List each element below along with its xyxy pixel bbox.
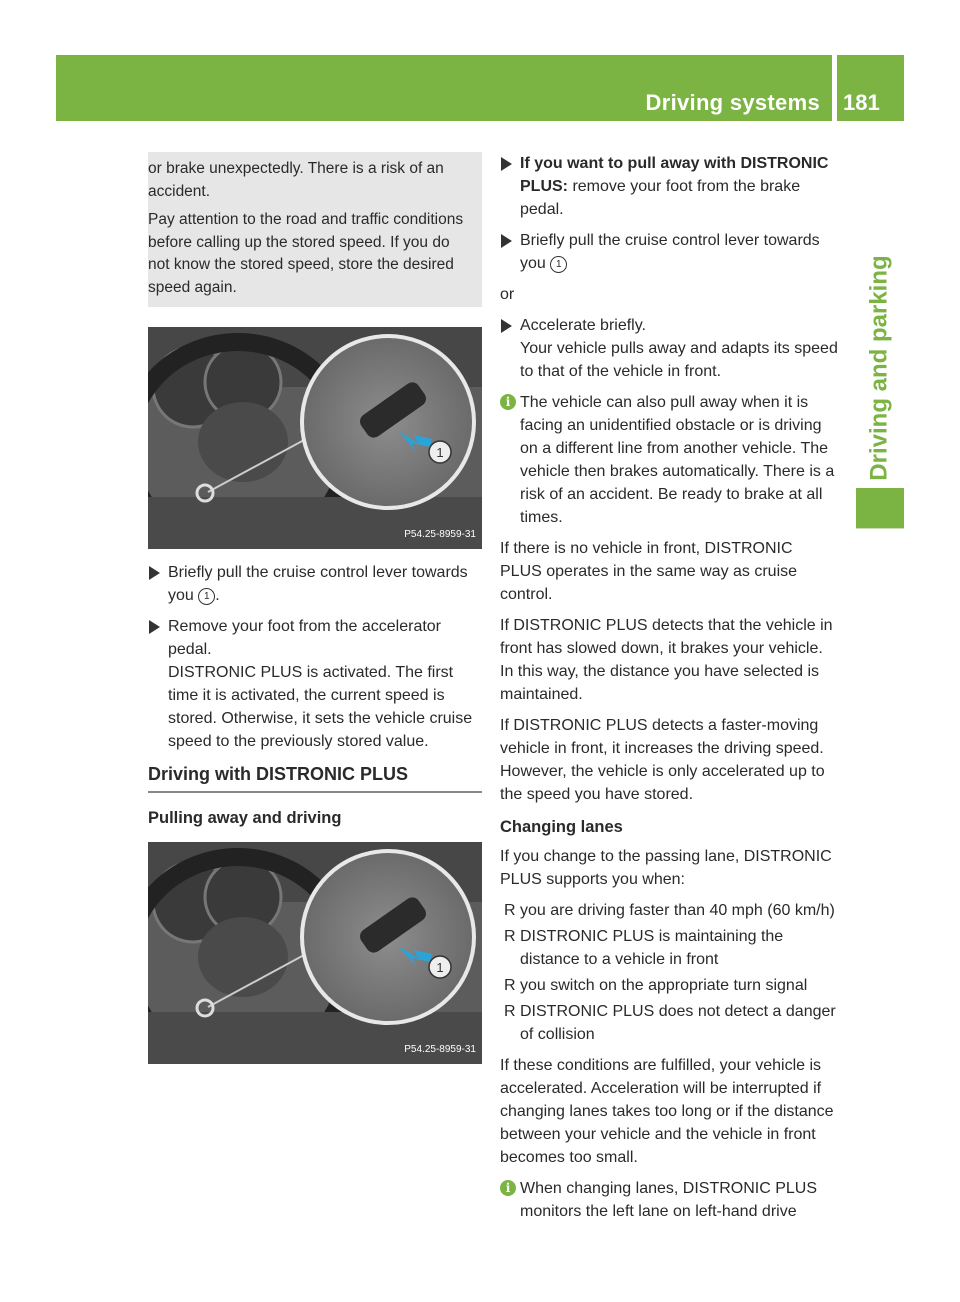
step-arrow-icon xyxy=(501,319,512,333)
info-note-2-text: When changing lanes, DISTRONIC PLUS monitors the left lane on left-hand drive xyxy=(520,1180,818,1220)
list-item-text: you switch on the appropriate turn signal xyxy=(520,977,808,994)
paragraph-2: If DISTRONIC PLUS detects that the vehicle in front has slowed down, it brakes your vehicle. In this way, the distance you have selected is maintained. xyxy=(500,617,833,703)
step-arrow-icon xyxy=(501,234,512,248)
paragraph-1: If there is no vehicle in front, DISTRONIC PLUS operates in the same way as cruise control. xyxy=(500,540,798,603)
warning-text-1: or brake unexpectedly. There is a risk of an accident. xyxy=(148,160,444,200)
callout-1-icon: 1 xyxy=(198,588,215,605)
step-remove-foot-text: Remove your foot from the accelerator pedal. xyxy=(168,618,442,658)
page-header xyxy=(56,55,904,121)
info-note-1 xyxy=(500,391,838,529)
section-title: Driving systems xyxy=(645,90,820,115)
paragraph-3: If DISTRONIC PLUS detects a faster-moving vehicle in front, it increases the driving speed. However, the vehicle is only accelerated up to the speed you have stored. xyxy=(500,717,825,803)
step-pull-lever-right xyxy=(500,229,838,275)
step-pull-away-text: remove your foot from the brake pedal. xyxy=(520,178,801,218)
bullet-mark: R xyxy=(504,902,516,919)
side-tab-rule xyxy=(856,528,904,529)
step-accelerate-result: Your vehicle pulls away and adapts its speed to that of the vehicle in front. xyxy=(520,340,838,380)
callout-1-icon: 1 xyxy=(550,256,567,273)
cockpit-illustration-2 xyxy=(148,842,482,1064)
side-tab-block xyxy=(856,488,904,528)
step-remove-foot-result: DISTRONIC PLUS is activated. The first time it is activated, the current speed is stored. Otherwise, it sets the vehicle cruise speed to the previously stored value. xyxy=(168,664,473,750)
cockpit-photo-1 xyxy=(148,327,482,549)
step-accelerate-text: Accelerate briefly. xyxy=(520,317,646,334)
info-note-2 xyxy=(500,1177,838,1223)
info-note-1-text: The vehicle can also pull away when it is facing an unidentified obstacle or is driving on a different line from another vehicle. The vehicle then brakes automatically. There is a risk of an accident. Be ready to brake at all times. xyxy=(520,394,835,526)
callout-1-label: 1 xyxy=(436,960,444,975)
step-accelerate xyxy=(500,314,838,383)
photo-code-2: P54.25-8959-31 xyxy=(404,1044,476,1055)
list-item-text: DISTRONIC PLUS does not detect a danger of collision xyxy=(520,1003,836,1043)
bullet-mark: R xyxy=(504,1003,516,1020)
step-pull-lever-text: Briefly pull the cruise control lever towards you xyxy=(168,564,468,604)
step-pull-away xyxy=(500,152,838,221)
callout-1-label: 1 xyxy=(436,445,444,460)
list-item xyxy=(500,899,838,922)
bullet-mark: R xyxy=(504,928,516,945)
side-tab-label: Driving and parking xyxy=(866,255,893,481)
right-column xyxy=(500,152,838,1231)
step-arrow-icon xyxy=(149,566,160,580)
paragraph-5: If these conditions are fulfilled, your vehicle is accelerated. Acceleration will be interrupted if changing lanes takes too long or if the distance between your vehicle and the vehicle in front becomes too small. xyxy=(500,1057,834,1166)
step-remove-foot xyxy=(148,615,482,753)
left-column xyxy=(148,152,482,1064)
cockpit-photo-2 xyxy=(148,842,482,1064)
warning-text-2: Pay attention to the road and traffic conditions before calling up the stored speed. If you do not know the stored speed, store the desired speed again. xyxy=(148,211,464,296)
header-separator xyxy=(832,55,837,121)
list-item-text: you are driving faster than 40 mph (60 km/h) xyxy=(520,902,835,919)
step-arrow-icon xyxy=(149,620,160,634)
page-number: 181 xyxy=(843,90,880,115)
step-pull-lever-right-text: Briefly pull the cruise control lever towards you xyxy=(520,232,820,272)
info-icon: i xyxy=(500,1180,516,1196)
step-pull-lever xyxy=(148,561,482,607)
subsection-heading: Pulling away and driving xyxy=(148,809,342,827)
step-pull-away-condition: If you want to pull away with DISTRONIC PLUS: xyxy=(520,155,829,195)
list-item-text: DISTRONIC PLUS is maintaining the distance to a vehicle in front xyxy=(520,928,784,968)
cockpit-illustration-1 xyxy=(148,327,482,549)
side-tab xyxy=(856,250,904,486)
section-heading: Driving with DISTRONIC PLUS xyxy=(148,763,482,793)
step-arrow-icon xyxy=(501,157,512,171)
step-pull-lever-end: . xyxy=(215,587,220,604)
paragraph-4: If you change to the passing lane, DISTRONIC PLUS supports you when: xyxy=(500,848,832,888)
or-text: or xyxy=(500,286,515,303)
info-icon: i xyxy=(500,394,516,410)
photo-code-1: P54.25-8959-31 xyxy=(404,529,476,540)
warning-box xyxy=(148,152,482,307)
changing-lanes-heading: Changing lanes xyxy=(500,818,623,836)
bullet-mark: R xyxy=(504,977,516,994)
list-item xyxy=(500,1000,838,1046)
list-item xyxy=(500,974,838,997)
list-item xyxy=(500,925,838,971)
